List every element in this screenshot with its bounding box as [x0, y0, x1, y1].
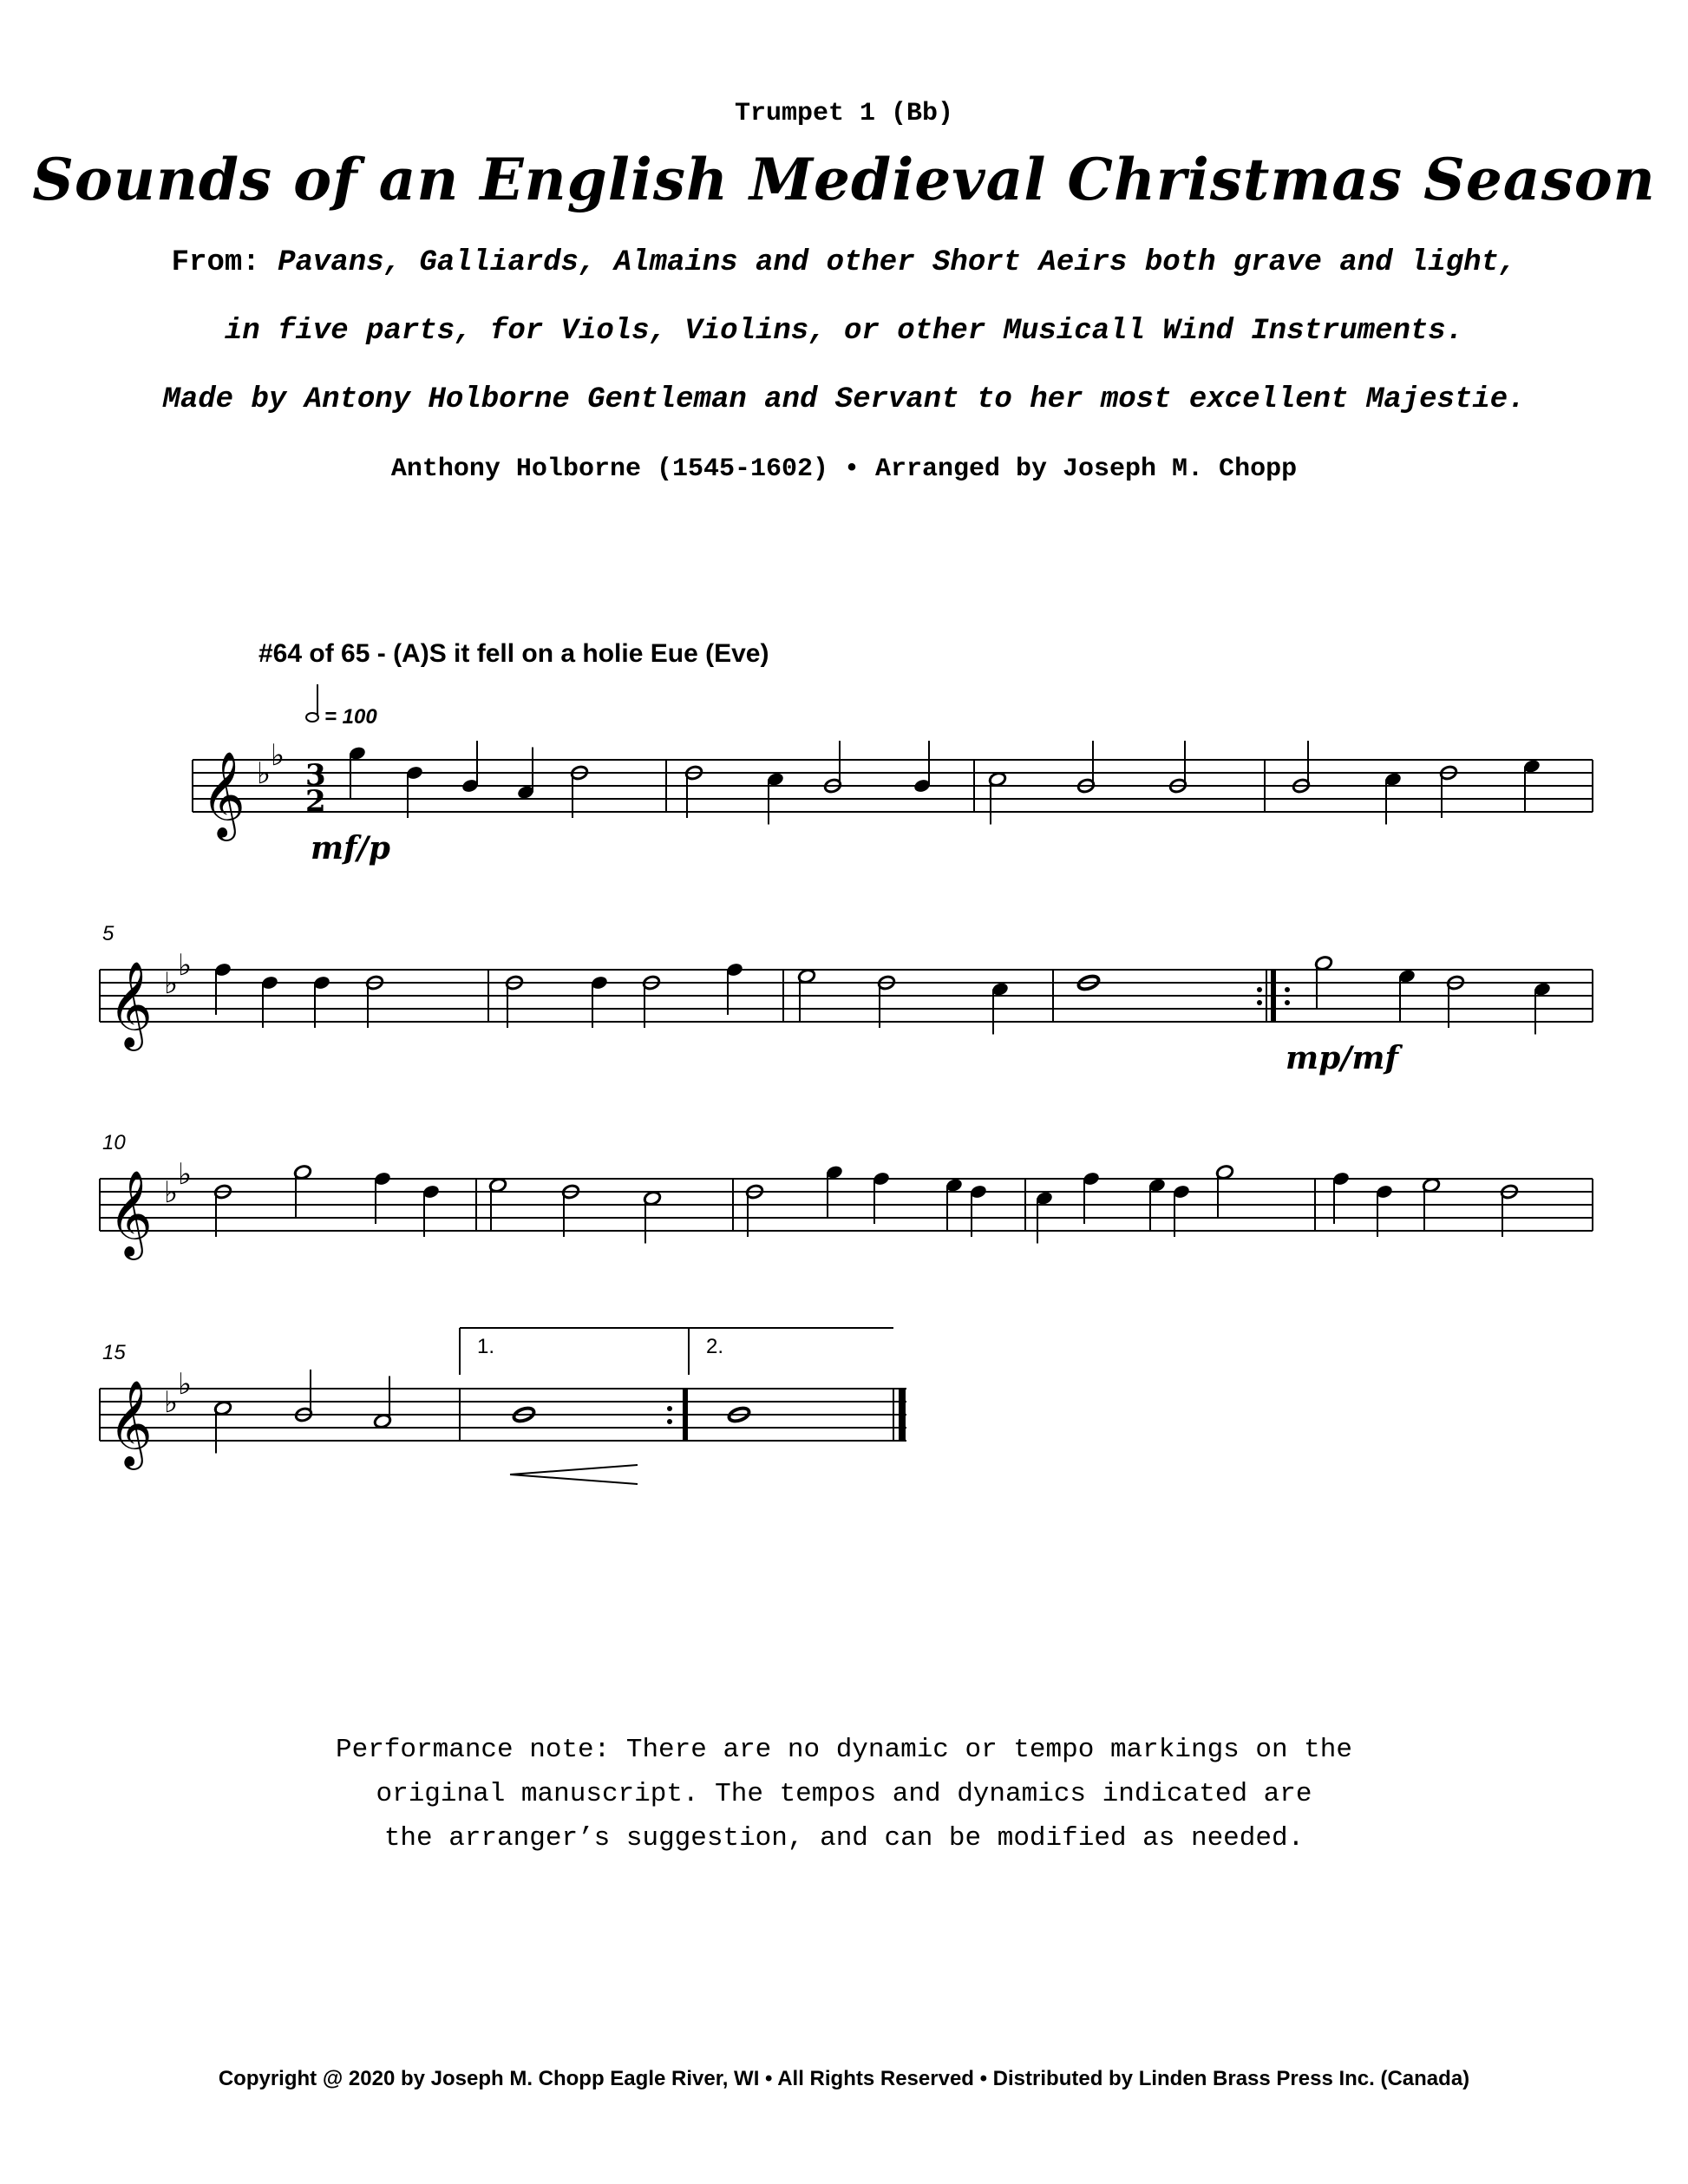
staff-system-4	[100, 1328, 906, 1484]
performance-note-line-2: original manuscript. The tempos and dynamics indicated are	[376, 1779, 1312, 1809]
staff-system-1	[193, 760, 1593, 812]
flat-sign: ♭	[178, 1157, 193, 1192]
composer-credits: Anthony Holborne (1545-1602) • Arranged by Joseph M. Chopp	[390, 454, 1298, 484]
flat-sign: ♭	[178, 1367, 193, 1402]
performance-note-line-1: Performance note: There are no dynamic or tempo markings on the	[336, 1735, 1352, 1765]
ending-2-label: 2.	[706, 1335, 724, 1358]
source-text-1: Pavans, Galliards, Almains and other Short Aeirs both grave and light,	[278, 246, 1517, 279]
time-sig-bottom: 2	[305, 784, 326, 819]
flat-sign: ♭	[271, 738, 285, 773]
flat-sign: ♭	[178, 948, 193, 983]
flat-sign: ♭	[164, 1175, 179, 1210]
measure-number: 15	[102, 1341, 126, 1364]
performance-note	[0, 1728, 1688, 1860]
tempo-marking	[306, 684, 377, 729]
page-title: Sounds of an English Medieval Christmas Season	[32, 146, 1656, 213]
piece-title: #64 of 65 - (A)S it fell on a holie Eue (Eve)	[258, 639, 769, 668]
dynamic-marking: mp/mf	[1286, 1040, 1398, 1076]
flat-sign: ♭	[257, 756, 272, 791]
copyright-footer: Copyright @ 2020 by Joseph M. Chopp Eagle River, WI • All Rights Reserved • Distributed by Linden Brass Press Inc. (Canada)	[218, 2067, 1470, 2090]
staff-system-3	[100, 1179, 1593, 1231]
notes-layer	[213, 741, 1551, 1454]
source-line-2: in five parts, for Viols, Violins, or other Musicall Wind Instruments.	[224, 315, 1464, 348]
time-sig-top: 3	[305, 758, 326, 793]
dynamic-marking: mf/p	[311, 830, 390, 866]
treble-clef: 𝄞	[108, 1170, 153, 1257]
source-prefix: From:	[171, 246, 260, 279]
clefs-and-keys	[108, 738, 326, 1470]
part-name: Trumpet 1 (Bb)	[734, 99, 954, 128]
treble-clef: 𝄞	[201, 751, 245, 838]
treble-clef: 𝄞	[108, 1380, 153, 1467]
measure-number: 5	[102, 922, 114, 945]
measure-number: 10	[102, 1131, 126, 1154]
flat-sign: ♭	[164, 1385, 179, 1420]
performance-note-line-3: the arranger’s suggestion, and can be modified as needed.	[383, 1823, 1305, 1854]
ending-1-label: 1.	[477, 1335, 495, 1358]
source-line-3: Made by Antony Holborne Gentleman and Servant to her most excellent Majestie.	[162, 383, 1526, 416]
treble-clef: 𝄞	[108, 961, 153, 1048]
flat-sign: ♭	[164, 966, 179, 1001]
tempo-value: = 100	[324, 705, 377, 729]
